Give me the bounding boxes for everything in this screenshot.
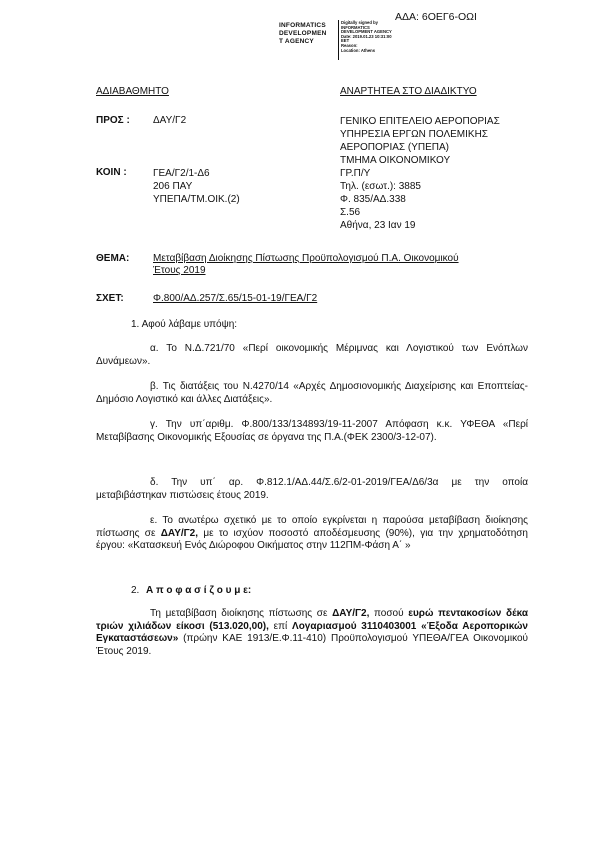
reference-value: Φ.800/ΑΔ.257/Σ.65/15-01-19/ΓΕΑ/Γ2 [153,293,318,304]
sig-detail-6: Reason: [341,42,358,48]
item-b: β. Τις διατάξεις του Ν.4270/14 «Αρχές Δημοσιονομικής Διαχείρισης και Εποπτείας-Δημόσιο Λογιστικό και άλλες Διατάξεις». [96,381,528,405]
koin-label: ΚΟΙΝ : [96,167,127,178]
sender-line-3: ΑΕΡΟΠΟΡΙΑΣ (ΥΠΕΠΑ) [340,142,449,153]
sender-block [340,115,500,232]
logo-line-2: DEVELOPMEN [279,30,327,37]
sender-line-4: ΤΜΗΜΑ ΟΙΚΟΝΟΜΙΚΟΥ [340,155,451,166]
sig-detail-3: DEVELOPMENT AGENCY [341,29,392,35]
koin-values [153,167,240,206]
sender-line-8: Σ.56 [340,207,361,218]
item-e-text-2: με το ισχύον ποσοστό αποδέσμευσης (90%), για την χρηματοδότηση έργου: «Κατασκευή Ενός Διώροφου Οικήματος στην 112ΠΜ-Φάση Α΄ » [96,527,528,551]
item-e-bold: ΔΑΥ/Γ2, [160,527,199,539]
decision-paragraph [96,608,528,658]
item-e-text-1: ε. Το ανωτέρω σχετικό με το οποίο εγκρίνεται η παρούσα μεταβίβαση διοίκησης πίστωσης σε [96,515,528,539]
decision-text-2: ποσού [369,608,409,619]
sender-line-5: ΓΡ.Π/Υ [340,168,371,179]
section-1-heading: 1. Αφού λάβαμε υπόψη: [131,319,238,330]
signature-details [341,21,392,53]
koin-value-1: ΓΕΑ/Γ2/1-Δ6 [153,168,210,179]
sender-date: Αθήνα, 23 Ιαν 19 [340,220,416,231]
item-a: α. Το Ν.Δ.721/70 «Περί οικονομικής Μέριμνας και Λογιστικού των Ενόπλων Δυνάμεων». [96,343,528,367]
decision-text-4: (πρώην ΚΑΕ 1913/Ε.Φ.11-410) Προϋπολογισμού ΥΠΕΘΑ/ΓΕΑ Οικονομικού Έτους 2019. [96,633,528,657]
subject-label: ΘΕΜΑ: [96,253,130,264]
item-d: δ. Την υπ΄ αρ. Φ.812.1/ΑΔ.44/Σ.6/2-01-2019/ΓΕΑ/Δ6/3α με την οποία μεταβιβάστηκαν πιστώσεις έτους 2019. [96,477,528,501]
reference-label: ΣΧΕΤ: [96,293,124,304]
subject-line-1: Μεταβίβαση Διοίκησης Πίστωσης Προϋπολογισμού Π.Α. Οικονομικού [153,253,459,264]
koin-value-3: ΥΠΕΠΑ/ΤΜ.ΟΙΚ.(2) [153,194,240,205]
subject-line-2: Έτους 2019 [153,265,206,276]
decision-amount: ευρώ πεντακοσίων δέκα τριών χιλιάδων είκοσι (513.020,00), [96,608,528,632]
item-e [96,515,528,553]
decision-account: Λογαριασμού 3110403001 «Έξοδα Αεροπορικών Εγκαταστάσεων» [96,620,528,644]
decision-text-1: Τη μεταβίβαση διοίκησης πίστωσης σε [150,608,333,619]
sig-detail-1: Digitally signed by [341,20,378,25]
logo-line-3: T AGENCY [279,38,314,45]
pros-value: ΔΑΥ/Γ2 [153,115,187,126]
sig-detail-7: Location: Athens [341,47,376,53]
signature-divider [338,20,339,60]
ada-code: ΑΔΑ: 6ΟΕΓ6-ΟΩΙ [395,11,477,23]
koin-value-2: 206 ΠΑΥ [153,181,193,192]
decision-text-3: επί [268,620,293,632]
sig-detail-4: Date: 2019.01.23 10:31:00 [341,33,392,39]
sig-detail-5: EET [341,38,350,44]
sender-line-2: ΥΠΗΡΕΣΙΑ ΕΡΓΩΝ ΠΟΛΕΜΙΚΗΣ [340,129,488,140]
classification-left: ΑΔΙΑΒΑΘΜΗΤΟ [96,86,169,97]
sender-line-7: Φ. 835/ΑΔ.338 [340,194,406,205]
sender-line-1: ΓΕΝΙΚΟ ΕΠΙΤΕΛΕΙΟ ΑΕΡΟΠΟΡΙΑΣ [340,116,500,127]
classification-right: ΑΝΑΡΤΗΤΕΑ ΣΤΟ ΔΙΑΔΙΚΤΥΟ [340,86,477,97]
pros-label: ΠΡΟΣ : [96,115,130,126]
decision-recipient: ΔΑΥ/Γ2, [332,608,370,619]
sender-line-6: Τηλ. (εσωτ.): 3885 [340,181,421,192]
section-2-number: 2. [131,585,140,596]
section-2-heading: Α π ο φ α σ ί ζ ο υ μ ε: [146,585,252,596]
sig-detail-2: INFORMATICS [341,24,370,30]
signature-logo-text [279,22,327,46]
logo-line-1: INFORMATICS [279,22,326,29]
item-c: γ. Την υπ΄αριθμ. Φ.800/133/134893/19-11-2007 Απόφαση κ.κ. ΥΦΕΘΑ «Περί Μεταβίβασης Οικονομικής Εξουσίας σε όργανα της Π.Α.(ΦΕΚ 2300/3-12-07). [96,419,528,443]
